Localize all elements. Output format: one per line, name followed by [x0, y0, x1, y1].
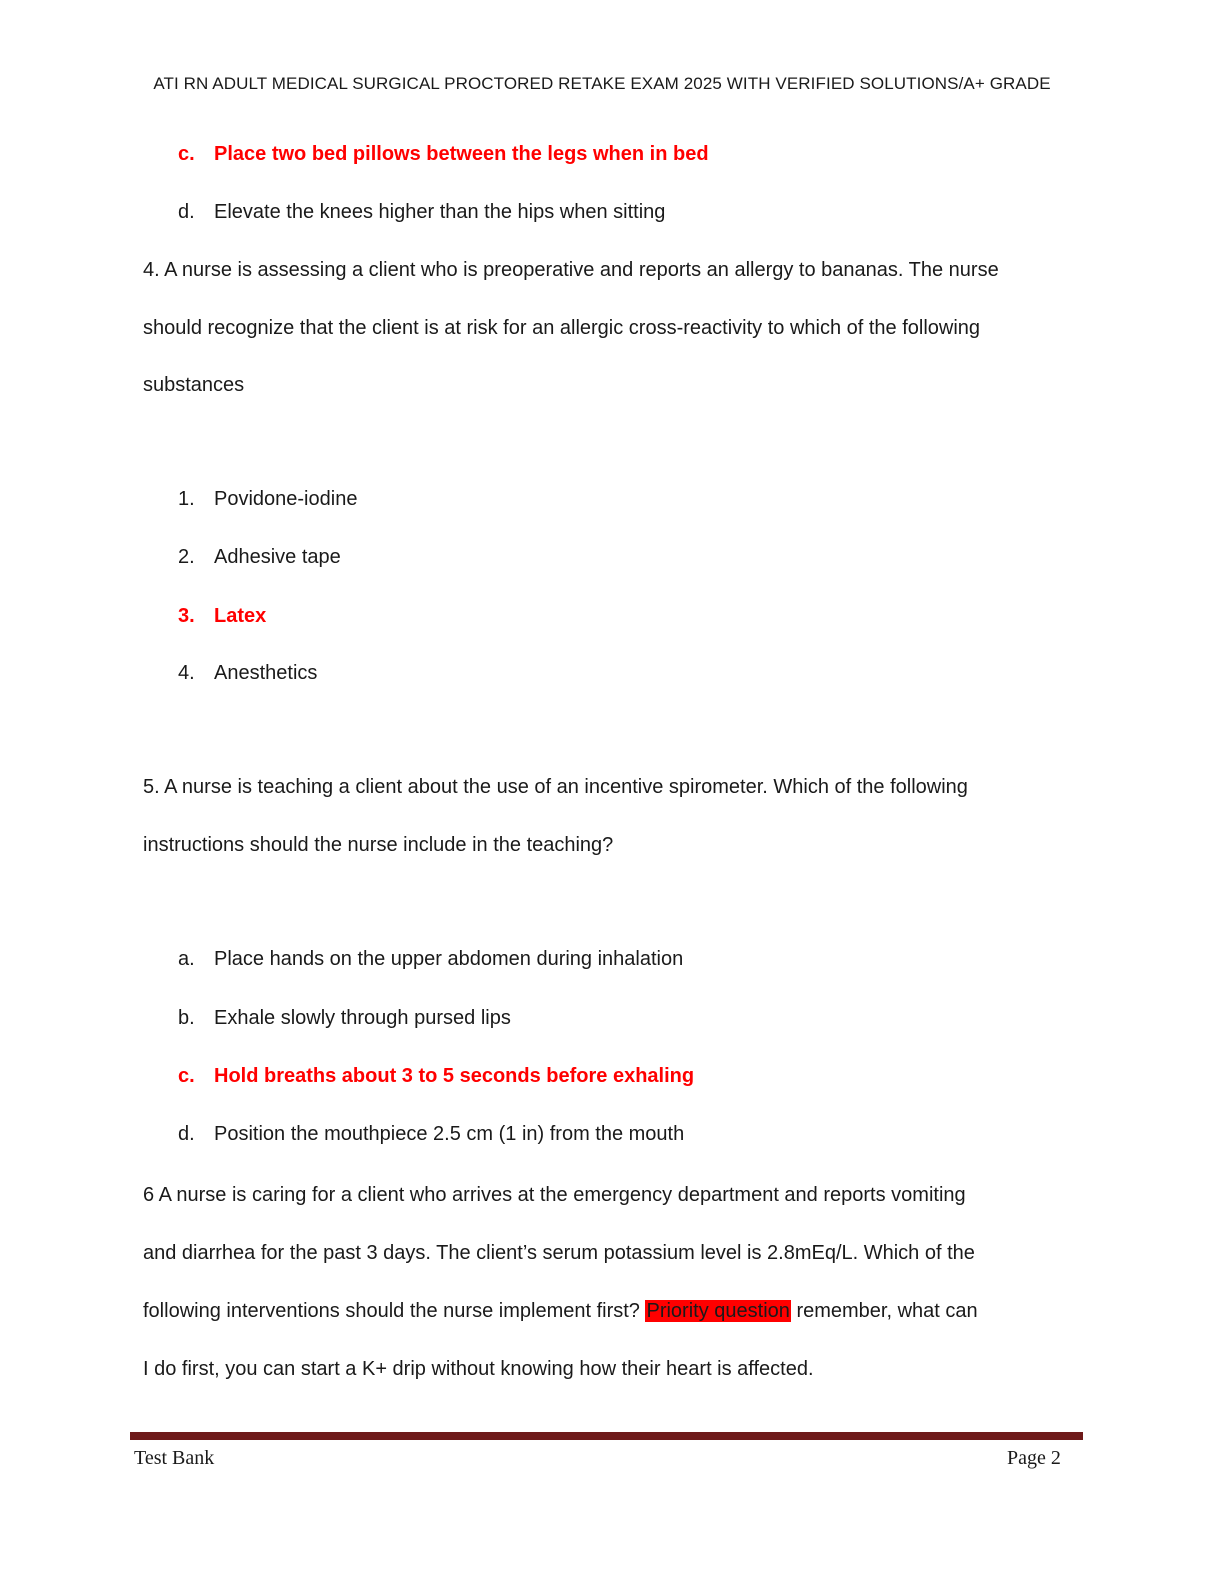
- q4-stem-line-1: 4. A nurse is assessing a client who is preoperative and reports an allergy to bananas. The nurse: [143, 259, 999, 281]
- q3-option-c-marker: c.: [178, 143, 195, 165]
- q6-line3-text-after: remember, what can: [790, 1300, 978, 1322]
- q4-stem-line-2: should recognize that the client is at risk for an allergic cross-reactivity to which of the following: [143, 317, 981, 339]
- q5-option-c-marker: c.: [178, 1065, 195, 1087]
- page-header-title: ATI RN ADULT MEDICAL SURGICAL PROCTORED RETAKE EXAM 2025 WITH VERIFIED SOLUTIONS/A+ GRADE: [153, 74, 1051, 93]
- q5-option-b-marker: b.: [178, 1007, 195, 1029]
- footer-divider: [130, 1432, 1083, 1440]
- q3-option-d: Elevate the knees higher than the hips when sitting: [214, 201, 666, 223]
- q4-option-1-marker: 1.: [178, 488, 195, 510]
- q5-option-a: Place hands on the upper abdomen during inhalation: [214, 948, 684, 970]
- q4-option-4-marker: 4.: [178, 662, 195, 684]
- q5-option-d: Position the mouthpiece 2.5 cm (1 in) from the mouth: [214, 1123, 685, 1145]
- q3-option-c-correct: Place two bed pillows between the legs when in bed: [214, 143, 709, 165]
- q4-option-2-marker: 2.: [178, 546, 195, 568]
- q5-option-b: Exhale slowly through pursed lips: [214, 1007, 511, 1029]
- priority-question-highlight: Priority question: [646, 1300, 790, 1322]
- q4-option-2: Adhesive tape: [214, 546, 341, 568]
- q5-option-d-marker: d.: [178, 1123, 195, 1145]
- page-number: Page 2: [1007, 1447, 1061, 1469]
- footer-label: Test Bank: [134, 1447, 215, 1469]
- q4-stem-line-3: substances: [143, 374, 245, 396]
- q6-stem-line-4: I do first, you can start a K+ drip without knowing how their heart is affected.: [143, 1358, 814, 1380]
- q4-option-1: Povidone-iodine: [214, 488, 358, 510]
- q5-stem-line-2: instructions should the nurse include in the teaching?: [143, 834, 614, 856]
- q5-option-c-correct: Hold breaths about 3 to 5 seconds before exhaling: [214, 1065, 695, 1087]
- q6-line3-text: following interventions should the nurse implement first?: [143, 1300, 646, 1322]
- q6-stem-line-2: and diarrhea for the past 3 days. The client’s serum potassium level is 2.8mEq/L. Which of the: [143, 1242, 975, 1264]
- q5-option-a-marker: a.: [178, 948, 195, 970]
- q6-stem-line-3: [143, 1299, 978, 1323]
- q3-option-d-marker: d.: [178, 201, 195, 223]
- q6-stem-line-1: 6 A nurse is caring for a client who arrives at the emergency department and reports vomiting: [143, 1184, 966, 1206]
- q5-stem-line-1: 5. A nurse is teaching a client about the use of an incentive spirometer. Which of the following: [143, 776, 968, 798]
- q4-option-3-correct: Latex: [214, 605, 267, 627]
- q4-option-3-marker: 3.: [178, 605, 195, 627]
- q4-option-4: Anesthetics: [214, 662, 318, 684]
